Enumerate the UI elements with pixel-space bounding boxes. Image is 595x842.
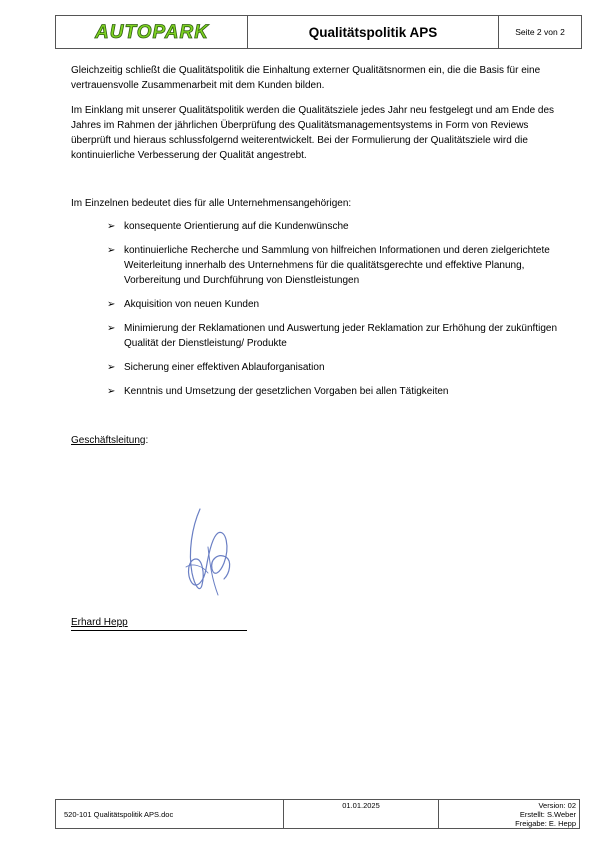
list-item: ➢ Kenntnis und Umsetzung der gesetzlichen Vorgaben bei allen Tätigkeiten	[107, 386, 449, 397]
arrow-bullet-icon: ➢	[107, 245, 116, 256]
arrow-bullet-icon: ➢	[107, 299, 116, 310]
footer-date: 01.01.2025	[284, 800, 439, 828]
paragraph-1: Gleichzeitig schließt die Qualitätspolitik die Einhaltung externer Qualitätsnormen ein, die die Basis für eine vertrauensvolle Zusammenarbeit mit dem Kunden bilden.	[71, 65, 541, 91]
management-heading: Geschäftsleitung:	[71, 435, 149, 446]
bullet-list	[71, 219, 569, 399]
list-item: ➢ konsequente Orientierung auf die Kundenwünsche	[107, 221, 349, 232]
footer-released-by: Freigabe: E. Hepp	[515, 819, 576, 828]
footer-version-block	[439, 800, 579, 828]
document-body	[71, 63, 569, 408]
autopark-logo	[72, 21, 232, 43]
logo-text: AUTOPARK	[94, 22, 209, 43]
arrow-bullet-icon: ➢	[107, 221, 116, 232]
signer-line	[71, 617, 247, 631]
footer-version: Version: 02	[538, 801, 576, 810]
document-header	[55, 15, 582, 49]
handwritten-signature	[178, 507, 238, 599]
document-footer	[55, 799, 580, 829]
management-label: Geschäftsleitung	[71, 435, 146, 446]
document-title: Qualitätspolitik APS	[248, 16, 499, 48]
intro-paragraph: Im Einzelnen bedeutet dies für alle Unternehmensangehörigen:	[71, 198, 352, 209]
footer-filename: 520-101 Qualitätspolitik APS.doc	[56, 800, 284, 828]
arrow-bullet-icon: ➢	[107, 386, 116, 397]
footer-created-by: Erstellt: S.Weber	[519, 810, 576, 819]
list-item: ➢ Sicherung einer effektiven Ablauforganisation	[107, 362, 325, 373]
arrow-bullet-icon: ➢	[107, 323, 116, 334]
header-logo-cell	[56, 16, 248, 48]
arrow-bullet-icon: ➢	[107, 362, 116, 373]
list-item: ➢ kontinuierliche Recherche und Sammlung von hilfreichen Informationen und deren zielgerichtete Weiterleitung innerhalb des Unternehmens für die qualitätsgerechte und effektive Planung, Vorbereitung und Durchführung von Dienstleistungen	[107, 245, 550, 286]
paragraph-2: Im Einklang mit unserer Qualitätspolitik werden die Qualitätsziele jedes Jahr neu festgelegt und am Ende des Jahres im Rahmen der jährlichen Überprüfung des Qualitätsmanagementsystems in Form von Reviews überprüft und hieraus schlussfolgernd weiterentwickelt. Bei der Formulierung der Qualitätsziele wird die kontinuierliche Verbesserung der Qualität angestrebt.	[71, 105, 555, 161]
signer-name: Erhard Hepp	[71, 617, 128, 628]
list-item: ➢ Akquisition von neuen Kunden	[107, 299, 260, 310]
list-item: ➢ Minimierung der Reklamationen und Auswertung jeder Reklamation zur Erhöhung der zukünftigen Qualität der Dienstleistung/ Produkte	[107, 323, 558, 349]
page-number: Seite 2 von 2	[515, 27, 565, 37]
